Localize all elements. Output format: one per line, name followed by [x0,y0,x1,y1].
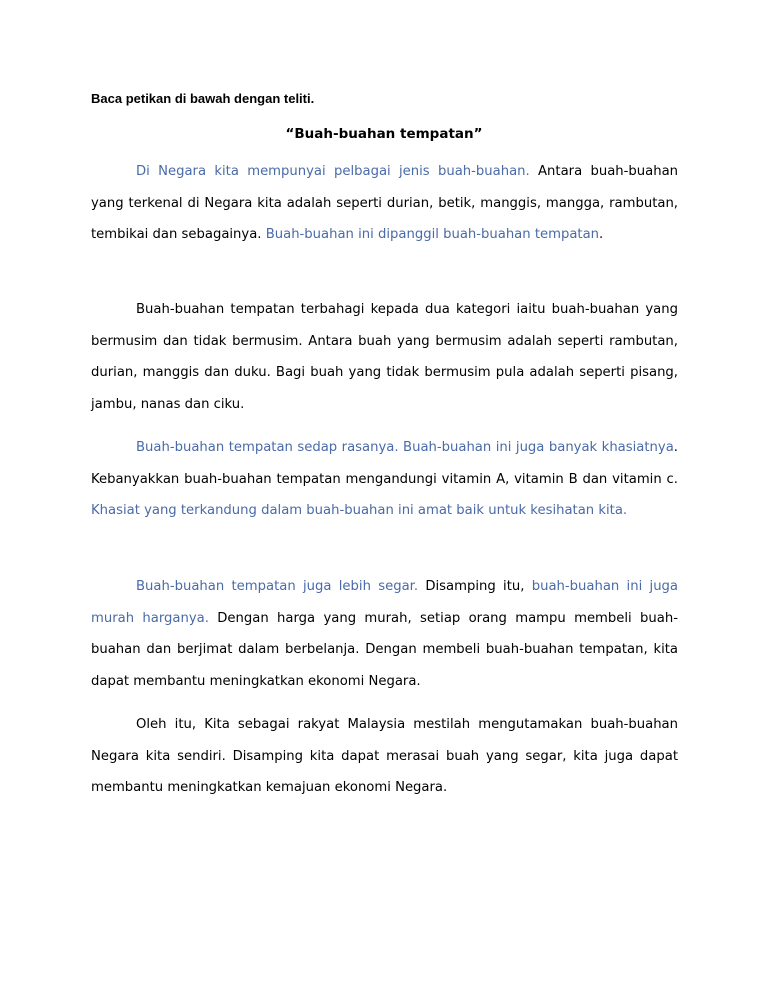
highlighted-sentence: Buah-buahan tempatan sedap rasanya. Buah-buahan ini juga banyak khasiatnya [136,440,674,455]
highlighted-sentence: Buah-buahan tempatan juga lebih segar. [136,579,419,594]
passage-title: “Buah-buahan tempatan” [285,126,483,142]
sentence: Antara buah-buahan yang terkenal di Negara kita adalah seperti durian, betik, manggis, mangga, rambutan, tembikai dan sebagainya. [91,164,679,243]
paragraph-2 [91,294,678,421]
sentence: . [599,227,604,243]
sentence: Oleh itu, Kita sebagai rakyat Malaysia mestilah mengutamakan buah-buahan Negara kita sendiri. Disamping kita dapat merasai buah yang segar, kita juga dapat membantu meningkatkan kemajuan ekonomi Negara. [91,717,678,796]
paragraph-3 [91,432,678,527]
highlighted-sentence: Khasiat yang terkandung dalam buah-buahan ini amat baik untuk kesihatan kita. [91,503,628,519]
instruction-text: Baca petikan di bawah dengan teliti. [91,91,315,106]
sentence: . Kebanyakkan buah-buahan tempatan mengandungi vitamin A, vitamin B dan vitamin c. [91,440,678,487]
sentence: Disamping itu, [418,579,532,594]
sentence: Dengan harga yang murah, setiap orang mampu membeli buah-buahan dan berjimat dalam berbelanja. Dengan membeli buah-buahan tempatan, kita dapat membantu meningkatkan ekonomi Negara. [91,610,678,690]
paragraph-5 [91,709,678,804]
highlighted-sentence: Buah-buahan ini dipanggil buah-buahan tempatan [265,227,600,243]
paragraph-1 [91,156,678,251]
highlighted-sentence: Di Negara kita mempunyai pelbagai jenis buah-buahan. [136,164,530,179]
sentence: Buah-buahan tempatan terbahagi kepada dua kategori iaitu buah-buahan yang bermusim dan tidak bermusim. Antara buah yang bermusim adalah seperti rambutan, durian, manggis dan duku. Bagi buah yang tidak bermusim pula adalah seperti pisang, jambu, nanas dan ciku. [91,302,678,413]
highlighted-sentence: buah-buahan ini juga murah harganya. [91,579,678,626]
paragraph-4 [91,571,678,698]
